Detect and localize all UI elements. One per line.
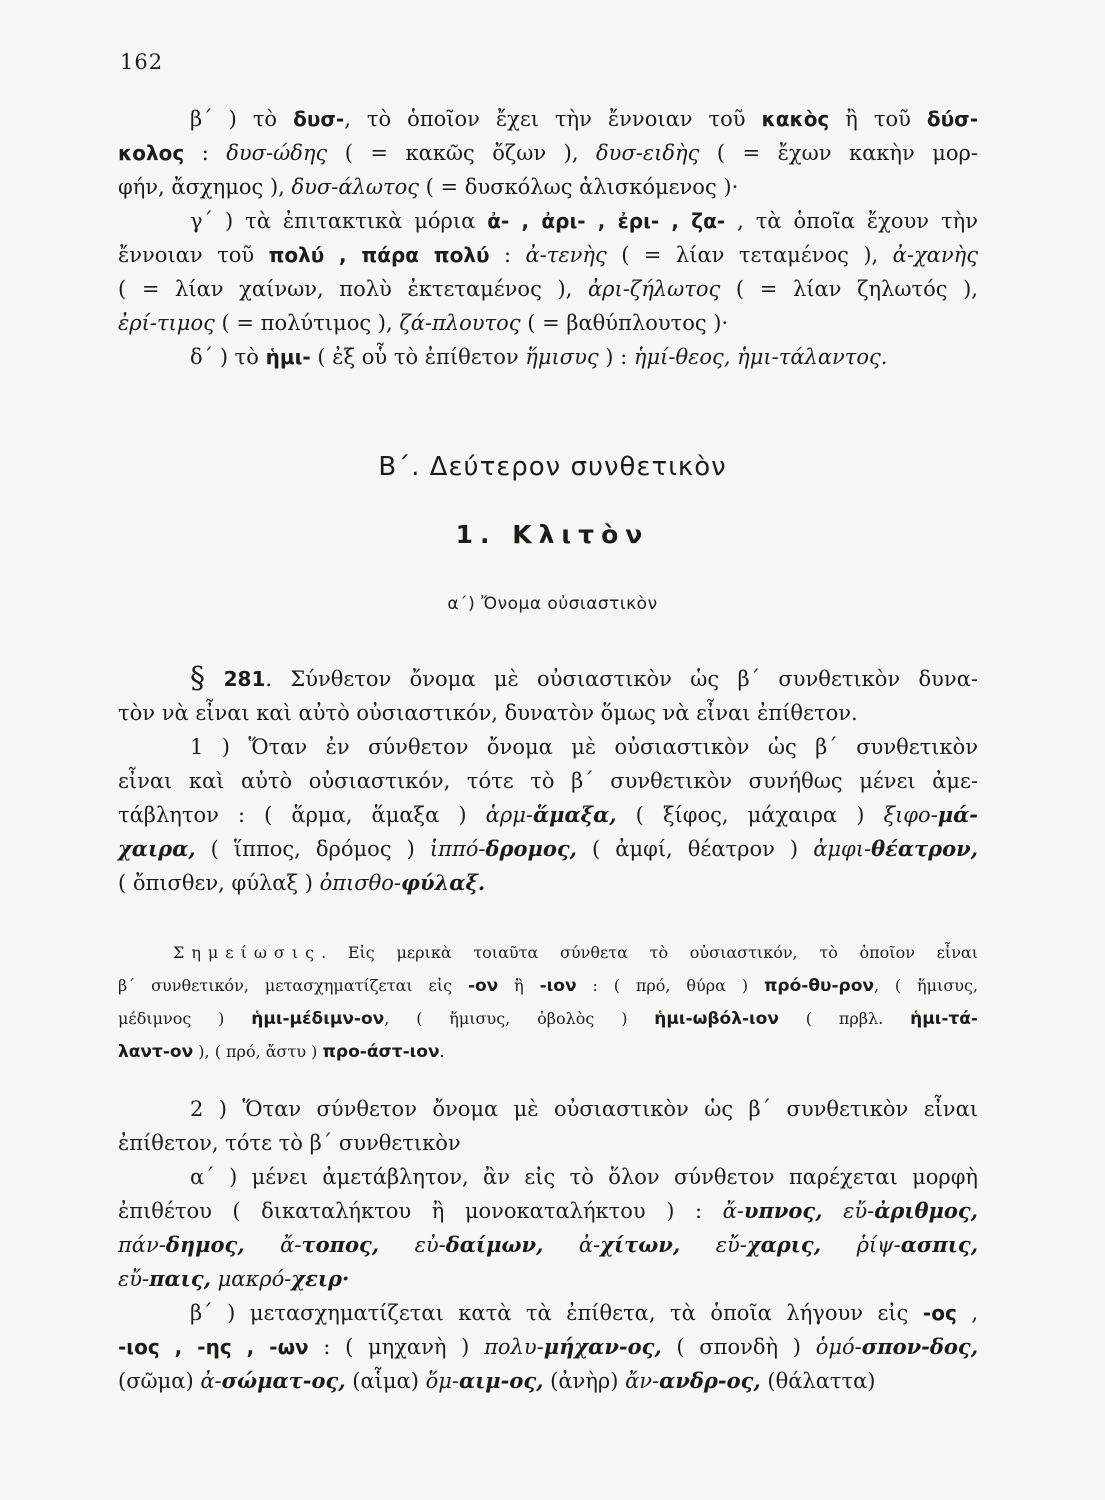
text-run: κολος <box>118 141 185 165</box>
text-line <box>118 1228 978 1262</box>
text-run: , ( ἥμισυς, ὀβολὸς ) <box>384 1009 655 1028</box>
text-run: τὸν νὰ εἶναι καὶ αὐτὸ οὐσιαστικόν, δυνατὸν ὅμως νὰ εἶναι ἐπίθετον. <box>118 701 858 725</box>
text-run: χίτων, <box>600 1232 681 1257</box>
text-line <box>118 1330 978 1364</box>
text-run: ( = λίαν τεταμένος ), <box>606 243 893 267</box>
text-run: δυσ- <box>293 107 345 131</box>
text-line <box>118 696 978 730</box>
text-run: ὁμό- <box>815 1335 862 1359</box>
text-run: ασπις, <box>900 1232 979 1257</box>
text-line <box>118 272 978 306</box>
text-run: εὔ- <box>715 1233 747 1257</box>
text-line <box>118 1194 978 1228</box>
paragraph-block-adjectives <box>118 1092 978 1398</box>
text-run: ἐπιθέτου ( δικαταλήκτου ἢ μονοκαταλήκτου ) : <box>118 1199 723 1223</box>
text-run: σπον-δος, <box>861 1334 979 1359</box>
text-run: ἅμαξα, <box>532 802 617 827</box>
text-run: δυσ-ειδὴς <box>596 141 700 165</box>
text-run: ἡμί-θεος, ἡμι-τάλαντος. <box>633 345 888 369</box>
text-run: ὀπισθο- <box>319 871 401 895</box>
text-run: φήν, ἄσχημος ), <box>118 175 292 199</box>
text-run: ὅμ- <box>425 1369 459 1393</box>
text-run: προ-άστ-ιον <box>322 1042 440 1062</box>
subsection-heading: 1. Κλιτὸν <box>455 520 650 549</box>
text-run: μέδιμνος ) <box>118 1009 252 1028</box>
text-run: δρομος, <box>485 836 577 861</box>
text-run: : <box>489 243 526 267</box>
text-line <box>118 1035 978 1068</box>
text-run: λαντ-ον <box>118 1042 194 1062</box>
text-run <box>821 1233 857 1257</box>
text-run: (αἷμα) <box>345 1369 426 1393</box>
text-run: χειρ· <box>291 1266 350 1291</box>
text-run: ῥίψ- <box>856 1233 901 1257</box>
text-run <box>211 1267 218 1291</box>
text-run: κακὸς <box>761 107 830 131</box>
text-run: 281 <box>205 667 266 691</box>
text-run: -ιον <box>539 976 577 996</box>
text-run: δημος, <box>165 1232 245 1257</box>
text-run: . <box>439 1042 445 1061</box>
text-run: : ( μηχανὴ ) <box>308 1335 485 1359</box>
paragraph-block-281 <box>118 662 978 900</box>
text-run: ( ἵππος, δρόμος ) <box>195 837 430 861</box>
text-run: , τὸ ὁποῖον ἔχει τὴν ἔννοιαν τοῦ <box>344 107 762 131</box>
text-run: ( = ἔχων κακὴν μορ- <box>699 141 978 165</box>
text-run: ( πρβλ. <box>778 1009 911 1028</box>
text-run: ζά-πλουτος <box>399 311 521 335</box>
note-block <box>118 936 978 1068</box>
text-line <box>118 764 978 798</box>
text-run: δ΄ ) τὸ <box>190 345 266 369</box>
text-run: ἡμι-μέδιμν-ον <box>251 1009 385 1029</box>
text-run: εὐ- <box>414 1233 446 1257</box>
text-run: ἀμφι- <box>813 837 872 861</box>
text-run: ἁρμ- <box>485 803 533 827</box>
text-run: γ΄ ) τὰ ἐπιτακτικὰ μόρια <box>190 209 488 233</box>
text-line <box>118 662 978 696</box>
text-line <box>118 238 978 272</box>
text-line <box>118 1296 978 1330</box>
text-line <box>118 866 978 900</box>
text-run: -ος <box>922 1301 957 1325</box>
text-run: πρό-θυ-ρον <box>763 976 874 996</box>
text-run: μά- <box>937 802 978 827</box>
subsubsection-heading: α΄) Ὄνομα οὐσιαστικὸν <box>447 594 658 614</box>
text-run: πολυ- <box>484 1335 544 1359</box>
text-line <box>118 798 978 832</box>
text-line <box>118 832 978 866</box>
text-run: ( = βαθύπλουτος )· <box>520 311 729 335</box>
text-run: ἡμι- <box>265 345 311 369</box>
text-run: ἀ- <box>578 1233 601 1257</box>
text-run: α΄ ) μένει ἀμετάβλητον, ἂν εἰς τὸ ὅλον σύνθετον παρέχεται μορφὴ <box>190 1165 978 1189</box>
text-run: ), ( πρό, ἄστυ ) <box>193 1042 323 1061</box>
text-line <box>118 170 978 204</box>
text-run: , τὰ ὁποῖα ἔχουν τὴν <box>725 209 978 233</box>
text-run: δύσ- <box>926 107 979 131</box>
text-run: μακρό- <box>217 1267 292 1291</box>
text-line <box>118 1160 978 1194</box>
text-run: ἀ-χανὴς <box>892 243 978 267</box>
text-run: τάβλητον : ( ἅρμα, ἅμαξα ) <box>118 803 486 827</box>
text-run: ἢ τοῦ <box>829 107 927 131</box>
text-run: μήχαν-ος, <box>543 1334 662 1359</box>
text-line <box>118 1092 978 1126</box>
text-run <box>543 1233 579 1257</box>
text-run: χαρις, <box>746 1232 822 1257</box>
text-run: ἐρί-τιμος <box>118 311 215 335</box>
text-run: χαιρα, <box>118 836 196 861</box>
text-run: . Σύνθετον ὄνομα μὲ οὐσιαστικὸν ὡς β΄ συνθετικὸν δυνα- <box>265 667 978 691</box>
text-line <box>118 306 978 340</box>
text-run: θέατρον, <box>871 836 978 861</box>
text-run: ἄ- <box>722 1199 744 1223</box>
text-line <box>118 1126 978 1160</box>
text-run: . Εἰς μερικὰ τοιαῦτα σύνθετα τὸ οὐσιαστικόν, τὸ ὁποῖον εἶναι <box>321 943 978 962</box>
text-run: ἀρι-ζήλωτος <box>587 277 721 301</box>
text-run: , ( ἥμισυς, <box>873 976 979 995</box>
text-run: β΄ ) τὸ <box>190 107 294 131</box>
text-run: ἀ- , ἀρι- , ἐρι- , ζα- <box>487 209 726 233</box>
text-run: ἡμι-ωβόλ-ιον <box>654 1009 779 1029</box>
text-run: 1 ) Ὅταν ἐν σύνθετον ὄνομα μὲ οὐσιαστικὸν ὡς β΄ συνθετικὸν <box>190 735 978 759</box>
text-run: σώματ-ος, <box>221 1368 346 1393</box>
text-run: β΄ συνθετικόν, μετασχηματίζεται εἰς <box>118 976 468 995</box>
text-run: , <box>956 1301 978 1325</box>
text-run: ( ἐξ οὗ τὸ ἐπίθετον <box>310 345 526 369</box>
text-run: πάν- <box>118 1233 166 1257</box>
text-line <box>118 136 978 170</box>
text-line <box>118 936 978 969</box>
text-run <box>245 1233 281 1257</box>
text-run: (ἀνὴρ) <box>543 1369 626 1393</box>
text-run: ἢ <box>498 976 540 995</box>
text-run: ἀ-τενὴς <box>525 243 607 267</box>
text-line <box>118 1002 978 1035</box>
text-run <box>379 1233 415 1257</box>
text-run: ( ὄπισθεν, φύλαξ ) <box>118 871 320 895</box>
text-run: πολύ , πάρα πολύ <box>268 243 490 267</box>
text-run <box>823 1199 844 1223</box>
text-run: ( = δυσκόλως ἁλισκόμενος )· <box>418 175 739 199</box>
text-run: ἄ- <box>280 1233 302 1257</box>
text-run: Σημείωσις <box>173 943 322 962</box>
text-run: ( = λίαν χαίνων, πολὺ ἐκτεταμένος ), <box>118 277 588 301</box>
text-run: εὔ- <box>843 1199 875 1223</box>
text-run <box>680 1233 716 1257</box>
text-run: ( = λίαν ζηλωτός ), <box>720 277 978 301</box>
text-run: δυσ-άλωτος <box>291 175 419 199</box>
text-run: ( = κακῶς ὄζων ), <box>327 141 597 165</box>
text-run: ( σπονδὴ ) <box>661 1335 816 1359</box>
text-run: ( ἀμφί, θέατρον ) <box>576 837 814 861</box>
text-run: 2 ) Ὅταν σύνθετον ὄνομα μὲ οὐσιαστικὸν ὡς β΄ συνθετικὸν εἶναι <box>190 1097 978 1121</box>
text-run: ( ξίφος, μάχαιρα ) <box>616 803 884 827</box>
text-run: ἥμισυς <box>525 345 599 369</box>
text-run: ανδρ-ος, <box>659 1368 761 1393</box>
text-run: : <box>184 141 227 165</box>
text-line <box>118 204 978 238</box>
text-run: υπνος, <box>743 1198 823 1223</box>
text-line <box>118 1262 978 1296</box>
text-run: ἐπίθετον, τότε τὸ β΄ συνθετικὸν <box>118 1131 461 1155</box>
text-run: ἔννοιαν τοῦ <box>118 243 269 267</box>
text-run: δυσ-ώδης <box>226 141 328 165</box>
text-run: παις, <box>149 1266 211 1291</box>
text-line <box>118 1364 978 1398</box>
text-run: : ( πρό, θύρα ) <box>576 976 764 995</box>
section-heading: Β΄. Δεύτερον συνθετικὸν <box>378 452 727 482</box>
text-run: ( = πολύτιμος ), <box>214 311 400 335</box>
paragraph-block-prefixes <box>118 102 978 374</box>
text-run: (σῶμα) <box>118 1369 201 1393</box>
text-line <box>118 730 978 764</box>
text-line <box>118 969 978 1002</box>
text-run: ἡμι-τά- <box>910 1009 978 1029</box>
text-run: -ον <box>467 976 499 996</box>
text-run: -ιος , -ης , -ων <box>118 1335 309 1359</box>
text-run: ἄν- <box>625 1369 660 1393</box>
page-number: 162 <box>120 50 164 74</box>
text-run: αιμ-ος, <box>458 1368 544 1393</box>
text-run: φύλαξ. <box>401 870 486 895</box>
text-run: εἶναι καὶ αὐτὸ οὐσιαστικόν, τότε τὸ β΄ συνθετικὸν συνήθως μένει ἀμε- <box>118 769 978 793</box>
text-run: β΄ ) μετασχηματίζεται κατὰ τὰ ἐπίθετα, τὰ ὁποῖα λήγουν εἰς <box>190 1301 923 1325</box>
text-run: (θάλαττα) <box>760 1369 876 1393</box>
text-run: ἀ- <box>200 1369 222 1393</box>
text-run: § <box>190 661 205 696</box>
text-line <box>118 340 978 374</box>
text-run: δαίμων, <box>445 1232 544 1257</box>
text-run: τοπος, <box>301 1232 380 1257</box>
text-run: εὔ- <box>118 1267 150 1291</box>
text-run: ξιφο- <box>883 803 938 827</box>
text-line <box>118 102 978 136</box>
text-run: ) : <box>598 345 634 369</box>
text-run: ἱππό- <box>429 837 486 861</box>
text-run: ἀριθμος, <box>874 1198 978 1223</box>
